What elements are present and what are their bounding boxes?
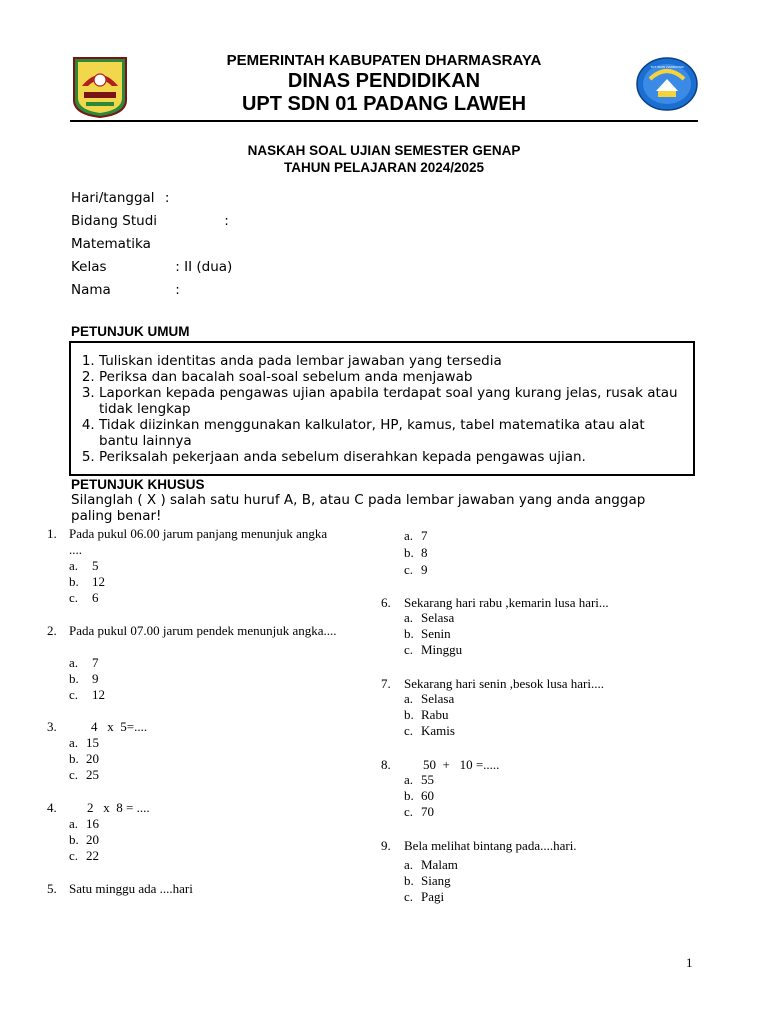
question-number: 4.: [47, 800, 57, 815]
identity-value: :: [175, 282, 180, 298]
special-instructions-heading: PETUNJUK KHUSUS: [71, 477, 205, 492]
identity-row-subject: [71, 211, 229, 231]
option-b: b. 12: [69, 574, 105, 589]
header-school: UPT SDN 01 PADANG LAWEH: [241, 93, 527, 115]
option-a: a. 7: [404, 528, 428, 543]
instruction-item: 1. Tuliskan identitas anda pada lembar jawaban yang tersedia: [99, 353, 683, 369]
identity-value: :: [164, 190, 170, 206]
option-text: 12: [92, 574, 105, 589]
option-c: c. 6: [69, 590, 99, 605]
option-text: 7: [421, 528, 428, 543]
question-number: 8.: [381, 757, 391, 772]
option-c: c. 25: [69, 767, 99, 782]
exam-title: NASKAH SOAL UJIAN SEMESTER GENAP: [247, 143, 521, 158]
identity-row-name: [71, 280, 180, 300]
question-6: [381, 595, 711, 661]
option-text: 15: [86, 735, 99, 750]
question-number: 3.: [47, 719, 57, 734]
option-text: 6: [92, 590, 99, 605]
option-c: c. 9: [404, 562, 428, 577]
question-number: 1.: [47, 526, 57, 541]
option-text: 20: [86, 751, 99, 766]
option-text: Malam: [421, 857, 458, 872]
option-a: a. Selasa: [404, 691, 455, 706]
instruction-item: 3. Laporkan kepada pengawas ujian apabila terdapat soal yang kurang jelas, rusak atau tidak lengkap: [99, 385, 683, 417]
option-c: c. Minggu: [404, 642, 463, 657]
option-text: 8: [421, 545, 428, 560]
option-text: 25: [86, 767, 99, 782]
question-stem: Sekarang hari senin ,besok lusa hari....: [404, 676, 605, 691]
option-text: 55: [421, 772, 434, 787]
header-department: DINAS PENDIDIKAN: [287, 70, 481, 92]
option-text: Selasa: [421, 691, 455, 706]
question-7: [381, 676, 711, 742]
identity-value: :: [224, 213, 229, 229]
identity-value: : II (dua): [175, 259, 233, 275]
option-a: a. 15: [69, 735, 99, 750]
option-a: a. 5: [69, 558, 99, 573]
question-5: [47, 881, 347, 899]
option-text: 7: [92, 655, 99, 670]
option-text: Minggu: [421, 642, 463, 657]
option-a: a. 16: [69, 816, 99, 831]
question-number: 7.: [381, 676, 391, 691]
option-c: c. 70: [404, 804, 434, 819]
instruction-item: 2. Periksa dan bacalah soal-soal sebelum anda menjawab: [99, 369, 683, 385]
page-number: 1: [686, 955, 693, 970]
identity-label: Bidang Studi: [71, 213, 158, 229]
tut-wuri-logo-text: TUT WURI HANDAYANI: [650, 65, 684, 69]
option-text: 12: [92, 687, 105, 702]
option-text: Pagi: [421, 889, 445, 904]
option-a: a. 55: [404, 772, 434, 787]
option-text: 60: [421, 788, 434, 803]
option-c: c. 12: [69, 687, 105, 702]
identity-row-subject-name: [71, 234, 151, 254]
instruction-item: 4. Tidak diizinkan menggunakan kalkulator, HP, kamus, tabel matematika atau alat bantu lainnya: [99, 417, 683, 449]
option-text: Selasa: [421, 610, 455, 625]
question-2: [47, 623, 347, 707]
option-b: b. Rabu: [404, 707, 449, 722]
question-stem: Satu minggu ada ....hari: [69, 881, 193, 896]
question-8: [381, 757, 711, 823]
question-stem: 4 x 5=....: [91, 719, 148, 734]
question-stem: 2 x 8 = ....: [87, 800, 150, 815]
option-text: Kamis: [421, 723, 455, 738]
option-c: c. Pagi: [404, 889, 445, 904]
question-number: 2.: [47, 623, 57, 638]
question-stem: Bela melihat bintang pada....hari.: [404, 838, 577, 853]
identity-row-date: [71, 188, 169, 208]
option-a: a. 7: [69, 655, 99, 670]
option-text: 16: [86, 816, 99, 831]
question-4: [47, 800, 347, 866]
option-b: b. 20: [69, 832, 99, 847]
option-text: 9: [92, 671, 99, 686]
general-instructions-heading: PETUNJUK UMUM: [71, 324, 190, 339]
instruction-item: 5. Periksalah pekerjaan anda sebelum diserahkan kepada pengawas ujian.: [99, 449, 683, 465]
option-text: Siang: [421, 873, 451, 888]
option-text: 20: [86, 832, 99, 847]
question-9: [381, 838, 711, 908]
question-5-options: [404, 528, 604, 578]
option-b: b. Senin: [404, 626, 451, 641]
option-text: Senin: [421, 626, 451, 641]
option-b: b. 20: [69, 751, 99, 766]
question-number: 9.: [381, 838, 391, 853]
exam-year: TAHUN PELAJARAN 2024/2025: [283, 160, 485, 175]
question-stem: Sekarang hari rabu ,kemarin lusa hari...: [404, 595, 609, 610]
identity-label: Nama: [71, 282, 111, 298]
identity-row-class: [71, 257, 232, 277]
identity-label: Kelas: [71, 259, 107, 275]
general-instructions-list: [71, 353, 693, 465]
option-b: b. 60: [404, 788, 434, 803]
question-stem: Pada pukul 07.00 jarum pendek menunjuk angka....: [69, 623, 337, 638]
question-number: 6.: [381, 595, 391, 610]
option-c: c. Kamis: [404, 723, 455, 738]
option-b: b. 8: [404, 545, 428, 560]
option-a: a. Malam: [404, 857, 458, 872]
option-b: b. 9: [69, 671, 99, 686]
identity-label: Hari/tanggal: [71, 190, 155, 206]
general-instructions-box: [69, 341, 695, 476]
option-text: 22: [86, 848, 99, 863]
question-stem: Pada pukul 06.00 jarum panjang menunjuk angka ....: [69, 526, 328, 558]
option-text: 5: [92, 558, 99, 573]
identity-label: Matematika: [71, 236, 151, 252]
option-text: 9: [421, 562, 428, 577]
question-number: 5.: [47, 881, 57, 896]
question-stem: 50 + 10 =.....: [423, 757, 500, 772]
option-text: Rabu: [421, 707, 449, 722]
question-3: [47, 719, 347, 785]
special-instructions-text: Silanglah ( X ) salah satu huruf A, B, atau C pada lembar jawaban yang anda anggap paling benar!: [71, 492, 646, 524]
option-c: c. 22: [69, 848, 99, 863]
header-government: PEMERINTAH KABUPATEN DHARMASRAYA: [226, 52, 542, 69]
question-1: [47, 526, 347, 610]
option-text: 70: [421, 804, 434, 819]
header-divider: [70, 120, 698, 122]
option-a: a. Selasa: [404, 610, 455, 625]
option-b: b. Siang: [404, 873, 451, 888]
